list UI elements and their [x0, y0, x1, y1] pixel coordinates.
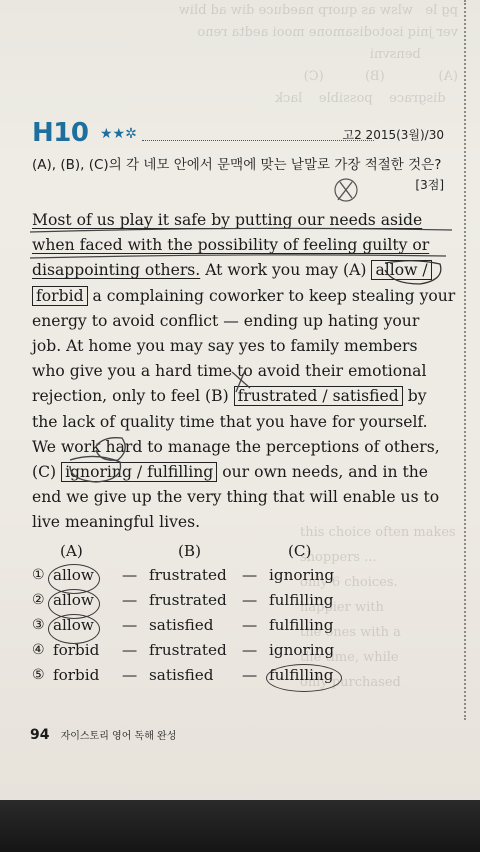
choice-number: ④	[32, 642, 45, 658]
difficulty-stars: ★★✲	[100, 126, 137, 142]
bleed-through-text: pg le wlsw as quorp naeduce diw ad bliw ver jniq isotodisamone mooi aedta reno bensvni (A) (B) (C) disgrace possible lack	[178, 3, 458, 106]
choice-number: ②	[32, 592, 45, 608]
choice-row-5[interactable]	[32, 666, 452, 691]
choice-b: frustrated	[149, 591, 227, 609]
choice-a: forbid	[53, 641, 100, 659]
choice-dash: —	[122, 616, 138, 634]
pen-mark-x	[338, 182, 352, 200]
passage-line: when faced with the possibility of feeling guilty or	[32, 236, 430, 255]
pen-circle	[335, 179, 357, 201]
passage-line: We work hard to manage the perceptions of others,	[32, 437, 440, 456]
choice-number: ③	[32, 617, 45, 633]
reading-passage	[32, 208, 456, 535]
choice-dash: —	[242, 666, 258, 684]
choices-header-b: (B)	[178, 542, 202, 560]
question-instruction: (A), (B), (C)의 각 네모 안에서 문맥에 맞는 낱말로 가장 적절한 것은?	[32, 157, 442, 173]
choice-dash: —	[242, 616, 258, 634]
choices-header-c: (C)	[288, 542, 312, 560]
choice-dash: —	[122, 666, 138, 684]
choice-dash: —	[242, 641, 258, 659]
question-header	[32, 118, 444, 152]
page-number: 94	[30, 727, 50, 743]
choice-c: fulfilling	[269, 591, 334, 609]
passage-line: forbid a complaining coworker to keep stealing your	[32, 284, 452, 309]
blank-box-a: allow /	[371, 260, 431, 280]
passage-line: end we give up the very thing that will enable us to	[32, 488, 440, 507]
blank-box-b: frustrated / satisfied	[234, 386, 403, 406]
blank-box-c: ignoring / fulfilling	[61, 462, 217, 482]
choice-c: ignoring	[269, 566, 335, 584]
book-title: 자이스토리 영어 독해 완성	[60, 731, 177, 742]
pen-circle-choice-5	[266, 664, 342, 692]
choice-row-4[interactable]	[32, 641, 452, 666]
choice-c: fulfilling	[269, 666, 334, 684]
background-surface	[0, 800, 480, 852]
question-source: 고2 2015(3월)/30	[342, 128, 444, 142]
passage-line: energy to avoid conflict — ending up hating your	[32, 311, 420, 330]
blank-box-a-cont: forbid	[32, 286, 88, 306]
bleed-through-text-right: this choice often makes shoppers ... only 6 choices. happier with the ones with a the time, while only purchased	[300, 525, 456, 690]
passage-line: (C) ignoring / fulfilling our own needs, and in the	[32, 462, 429, 481]
passage-line: who give you a hard time to avoid their emotional	[32, 362, 427, 381]
choice-dash: —	[122, 641, 138, 659]
passage-line: live meaningful lives.	[32, 513, 201, 532]
choices-header-a: (A)	[60, 542, 83, 560]
choice-a: allow	[53, 591, 94, 609]
pen-circle-choice-3	[48, 614, 100, 644]
choice-a: allow	[53, 566, 94, 584]
choice-dash: —	[242, 566, 258, 584]
margin-dotted-line	[464, 0, 466, 720]
choice-number: ①	[32, 567, 45, 583]
choice-a: allow	[53, 616, 94, 634]
question-points: [3점]	[415, 178, 444, 192]
passage-line: disappointing others. At work you may (A) allow /	[32, 258, 452, 283]
choices-header	[32, 542, 452, 566]
passage-line: Most of us play it safe by putting our needs aside	[32, 211, 423, 229]
choice-dash: —	[242, 591, 258, 609]
page-footer	[30, 724, 176, 743]
header-rule	[142, 140, 374, 141]
passage-line: the lack of quality time that you have for yourself.	[32, 412, 428, 431]
passage-line: rejection, only to feel (B) frustrated / satisfied by	[32, 387, 427, 406]
choice-c: fulfilling	[269, 616, 334, 634]
choice-a: forbid	[53, 666, 100, 684]
choice-dash: —	[122, 591, 138, 609]
answer-choices	[32, 542, 452, 691]
choice-c: ignoring	[269, 641, 335, 659]
passage-line: job. At home you may say yes to family members	[32, 336, 418, 355]
choice-b: frustrated	[149, 641, 227, 659]
choice-b: satisfied	[149, 616, 214, 634]
choice-number: ⑤	[32, 667, 45, 683]
choice-b: frustrated	[149, 566, 227, 584]
choice-dash: —	[122, 566, 138, 584]
question-number: H10	[32, 118, 89, 148]
choice-b: satisfied	[149, 666, 214, 684]
